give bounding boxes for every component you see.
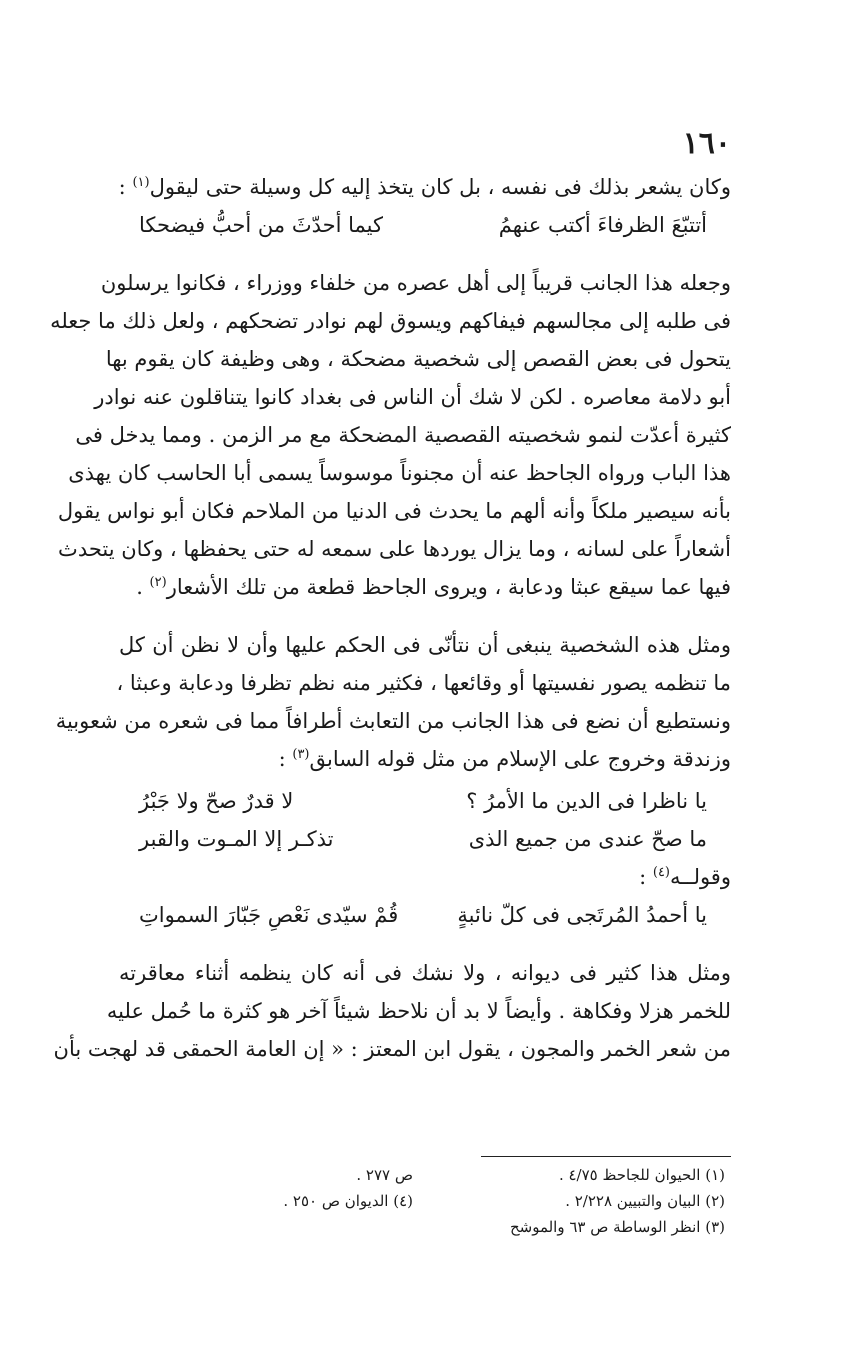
footnote-ref: (٣) — [292, 747, 310, 762]
text-span: وكان يشعر بذلك فى نفسه ، بل كان يتخذ إليه كل وسيلة حتى ليقول — [149, 175, 731, 199]
footnote-ref: (٤) — [652, 865, 670, 880]
footnote-divider — [481, 1156, 731, 1157]
verse-first-hemistich: ما صحّ عندى من جميع الذى — [468, 827, 707, 851]
verse-first-hemistich: يا ناظرا فى الدين ما الأمرُ ؟ — [466, 789, 707, 813]
text-span: وقولــه — [670, 865, 731, 889]
footnote-1: (١) الحيوان للجاحظ ٤/٧٥ . — [558, 1166, 725, 1184]
text-span: : — [639, 865, 653, 889]
text-span: : — [118, 175, 133, 199]
verse-line — [119, 206, 731, 244]
verse-second-hemistich: كيما أحدّثَ من أحبُّ فيضحكا — [139, 213, 383, 237]
page-number: ١٦٠ — [682, 126, 731, 161]
verse-second-hemistich: تذكـر إلا المـوت والقبر — [139, 827, 334, 851]
verse-second-hemistich: لا قدرٌ صحّ ولا جَبْرُ — [139, 789, 294, 813]
footnotes — [119, 1162, 731, 1240]
text-line: بأنه سيصير ملكاً وأنه ألهم ما يحدث فى الدنيا من الملاحم فكان أبو نواس يقول — [57, 499, 731, 523]
verse-first-hemistich: أتتبّعَ الظرفاءَ أكتب عنهمُ — [498, 213, 707, 237]
text-line: من شعر الخمر والمجون ، يقول ابن المعتز : « إن العامة الحمقى قد لهجت بأن — [53, 1037, 731, 1061]
verse-line — [119, 782, 731, 820]
footnote-4: (٤) الديوان ص ٢٥٠ . — [283, 1192, 413, 1210]
footnote-line — [119, 1214, 731, 1240]
text-line — [119, 858, 731, 896]
text-line: للخمر هزلا وفكاهة . وأيضاً لا بد أن نلاحظ شيئاً آخر هو كثرة ما حُمل عليه — [106, 999, 731, 1023]
text-span: وزندقة وخروج على الإسلام من مثل قوله السابق — [309, 747, 731, 771]
text-line: أبو دلامة معاصره . لكن لا شك أن الناس فى بغداد كانوا يتناقلون عنه نوادر — [94, 385, 731, 409]
text-line: فى طلبه إلى مجالسهم فيفاكهم ويسوق لهم نوادر تضحكهم ، ولعل ذلك ما جعله — [50, 309, 731, 333]
text-span: : — [278, 747, 293, 771]
footnote-continuation: ص ٢٧٧ . — [356, 1166, 413, 1184]
text-line: أشعاراً على لسانه ، وما يزال يوردها على سمعه له حتى يحفظها ، وكان يتحدث — [58, 537, 731, 561]
verse-second-hemistich: قُمْ سيّدى نَعْصِ جَبّارَ السمواتِ — [139, 903, 399, 927]
footnote-line — [119, 1162, 731, 1188]
text-line: ونستطيع أن نضع فى هذا الجانب من التعابث أطرافاً مما فى شعره من شعوبية — [55, 709, 731, 733]
text-line: ومثل هذا كثير فى ديوانه ، ولا نشك فى أنه كان ينظمه أثناء معاقرته — [119, 961, 731, 985]
text-line — [119, 740, 731, 778]
text-line: كثيرة أعدّت لنمو شخصيته القصصية المضحكة مع مر الزمن . ومما يدخل فى — [75, 423, 731, 447]
footnote-line — [119, 1188, 731, 1214]
text-span: . — [136, 575, 150, 599]
footnote-2: (٢) البيان والتبيين ٢/٢٢٨ . — [565, 1192, 725, 1210]
text-line: ما تنظمه يصور نفسيتها أو وقائعها ، فكثير منه نظم تظرفا ودعابة وعبثا ، — [116, 671, 731, 695]
main-text — [50, 168, 731, 1068]
text-line: يتحول فى بعض القصص إلى شخصية مضحكة ، وهى وظيفة كان يقوم بها — [105, 347, 731, 371]
footnote-ref: (١) — [132, 175, 150, 190]
text-line: ومثل هذه الشخصية ينبغى أن نتأنّى فى الحكم عليها وأن لا نظن أن كل — [119, 633, 731, 657]
text-line: وجعله هذا الجانب قريباً إلى أهل عصره من خلفاء ووزراء ، فكانوا يرسلون — [100, 271, 731, 295]
verse-first-hemistich: يا أحمدُ المُرتَجى فى كلّ نائبةٍ — [457, 903, 707, 927]
verse-line — [119, 896, 731, 934]
verse-block — [119, 782, 731, 858]
text-line — [119, 168, 731, 206]
verse-line — [119, 820, 731, 858]
text-span: فيها عما سيقع عبثا ودعابة ، ويروى الجاحظ قطعة من تلك الأشعار — [166, 575, 731, 599]
text-line: هذا الباب ورواه الجاحظ عنه أن مجنوناً موسوساً يسمى أبا الحاسب كان يهذى — [68, 461, 731, 485]
text-line — [119, 568, 731, 606]
footnote-3: (٣) انظر الوساطة ص ٦٣ والموشح — [509, 1218, 725, 1236]
footnote-ref: (٢) — [149, 575, 167, 590]
